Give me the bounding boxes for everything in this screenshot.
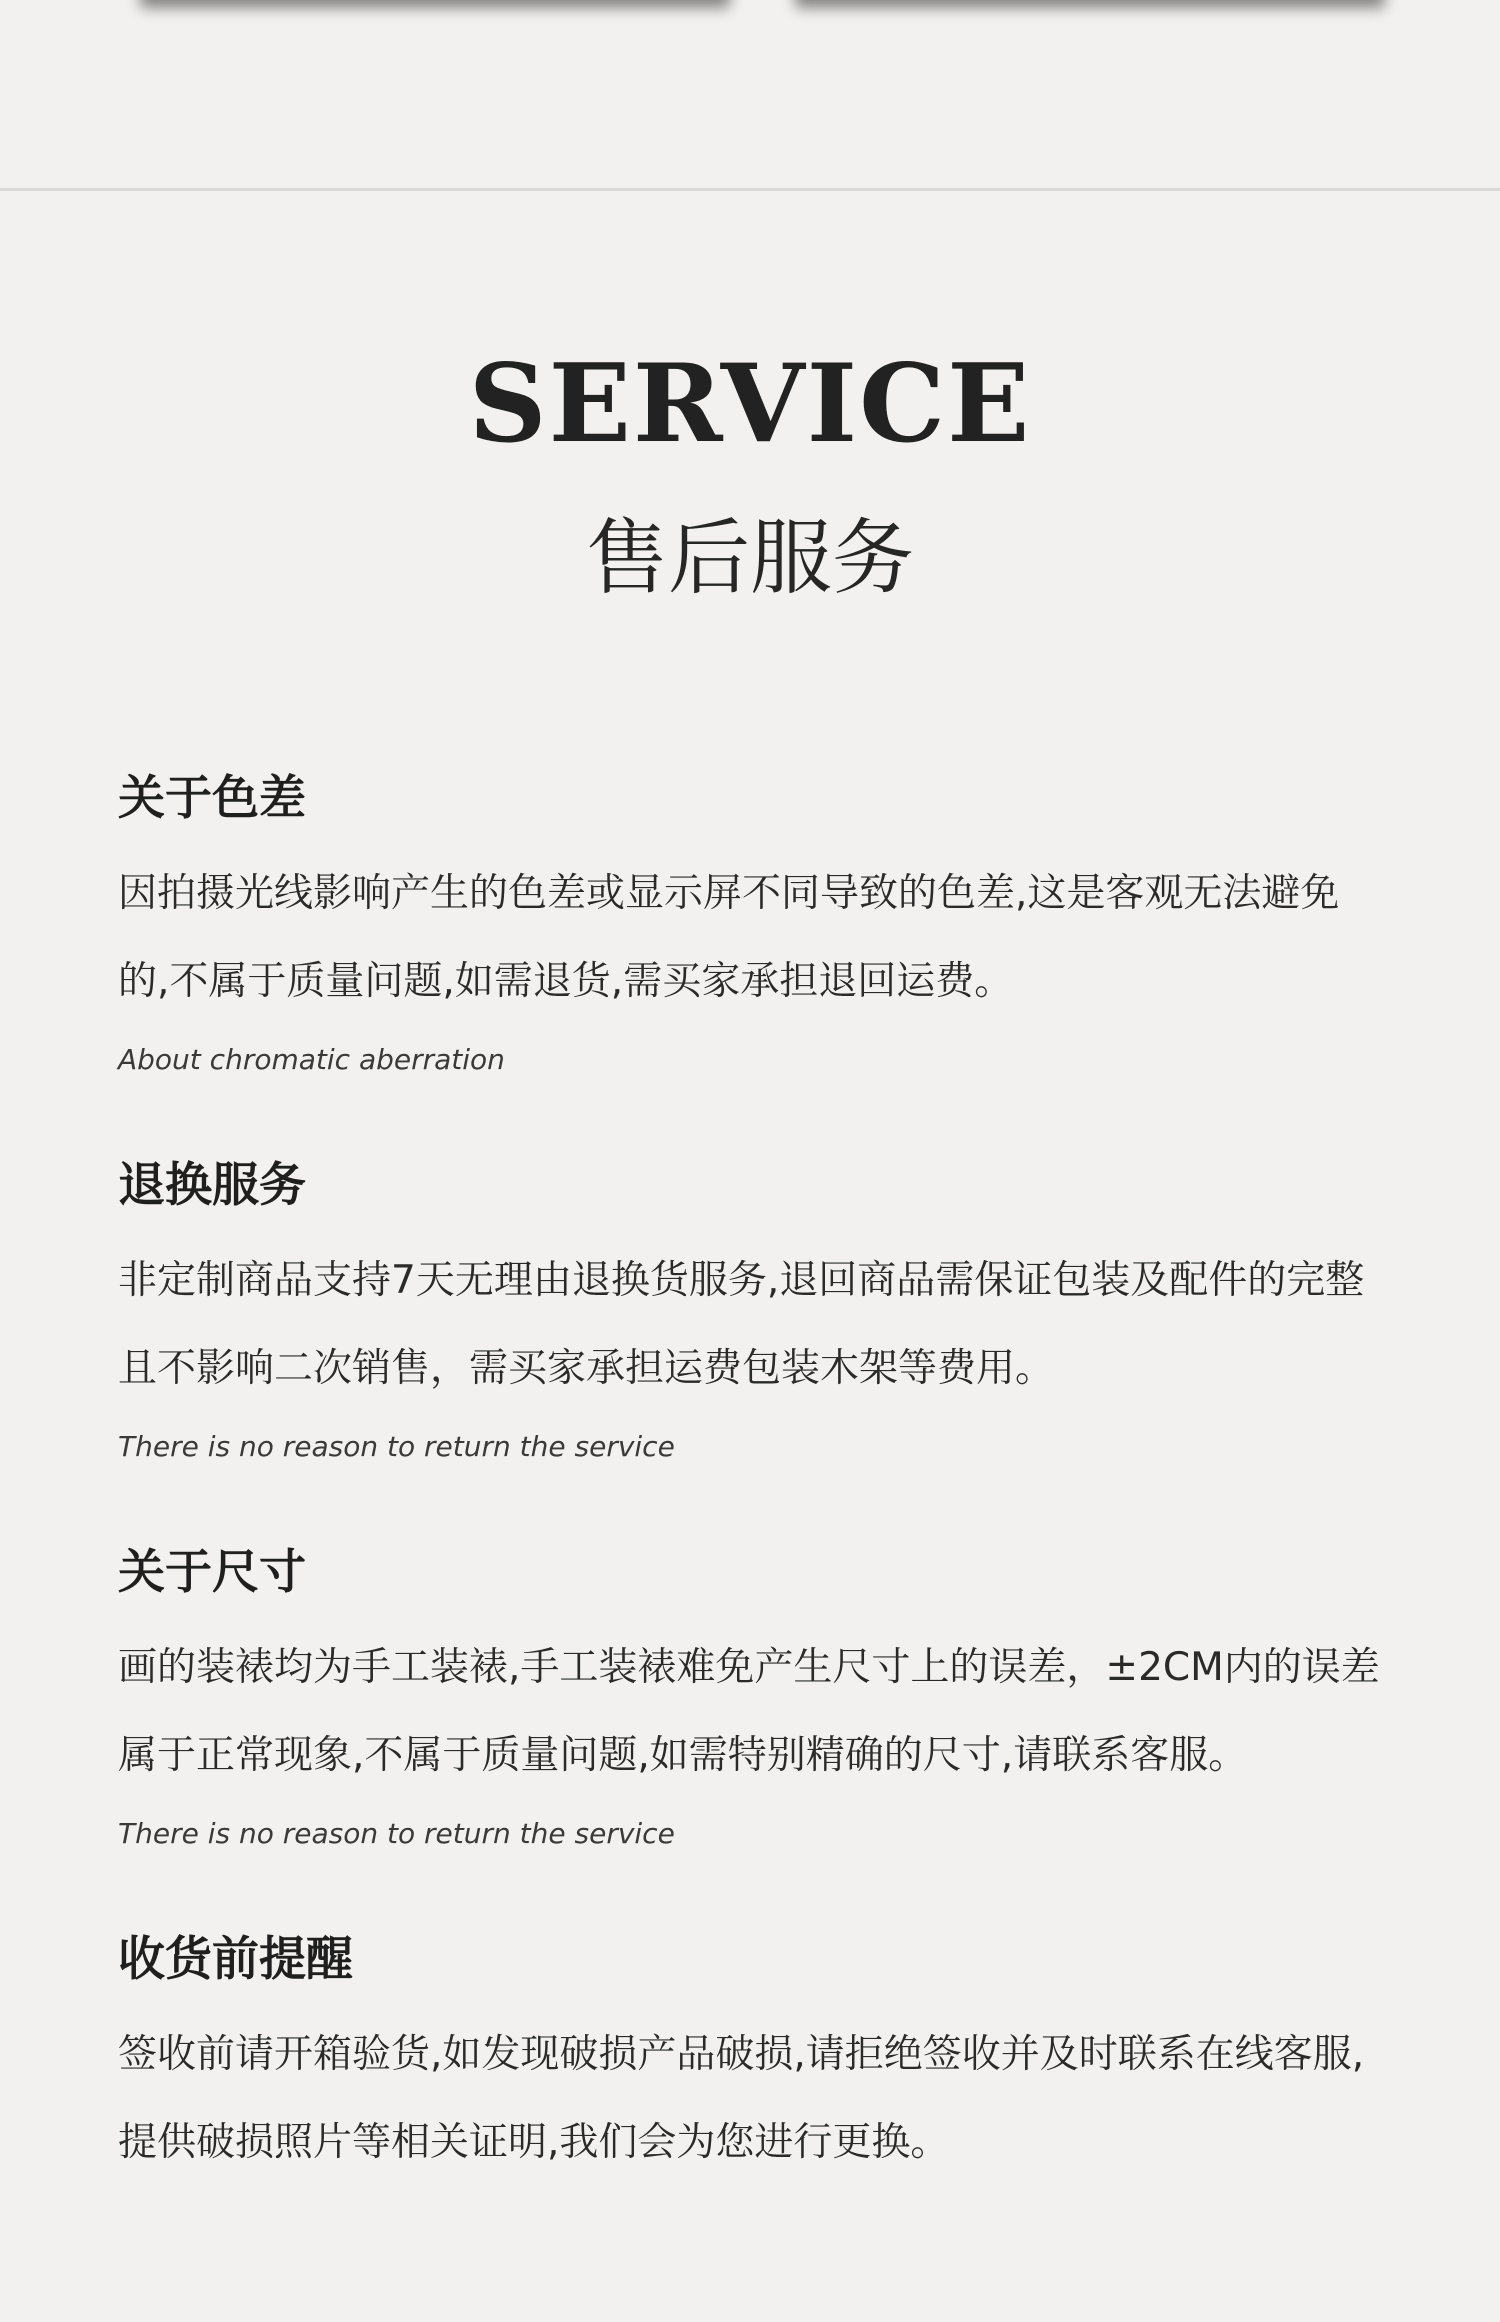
- section-heading: 关于尺寸: [118, 1545, 306, 1600]
- service-title-en: SERVICE: [468, 341, 1032, 467]
- section-heading: 退换服务: [118, 1158, 306, 1213]
- section-divider: [0, 188, 1500, 191]
- section-subtitle: There is no reason to return the service: [118, 1430, 675, 1463]
- section-return-service: [118, 1158, 1388, 1463]
- service-title-zh: 售后服务: [585, 511, 914, 606]
- section-body: 因拍摄光线影响产生的色差或显示屏不同导致的色差,这是客观无法避免的,不属于质量问题,如需退货,需买家承担退回运费。: [118, 871, 1340, 1004]
- section-delivery-reminder: [118, 1932, 1388, 2187]
- section-size: [118, 1545, 1388, 1850]
- section-subtitle: There is no reason to return the service: [118, 1817, 675, 1850]
- section-color-difference: [118, 771, 1388, 1076]
- section-body: 非定制商品支持7天无理由退换货服务,退回商品需保证包装及配件的完整且不影响二次销售，需买家承担运费包装木架等费用。: [118, 1258, 1365, 1391]
- service-sections: [118, 771, 1388, 2275]
- section-body: 签收前请开箱验货,如发现破损产品破损,请拒绝签收并及时联系在线客服,提供破损照片等相关证明,我们会为您进行更换。: [118, 2032, 1365, 2165]
- section-body: 画的装裱均为手工装裱,手工装裱难免产生尺寸上的误差，±2CM内的误差属于正常现象,不属于质量问题,如需特别精确的尺寸,请联系客服。: [118, 1645, 1380, 1778]
- section-heading: 收货前提醒: [118, 1932, 353, 1987]
- section-subtitle: About chromatic aberration: [118, 1043, 505, 1076]
- section-heading: 关于色差: [118, 771, 306, 826]
